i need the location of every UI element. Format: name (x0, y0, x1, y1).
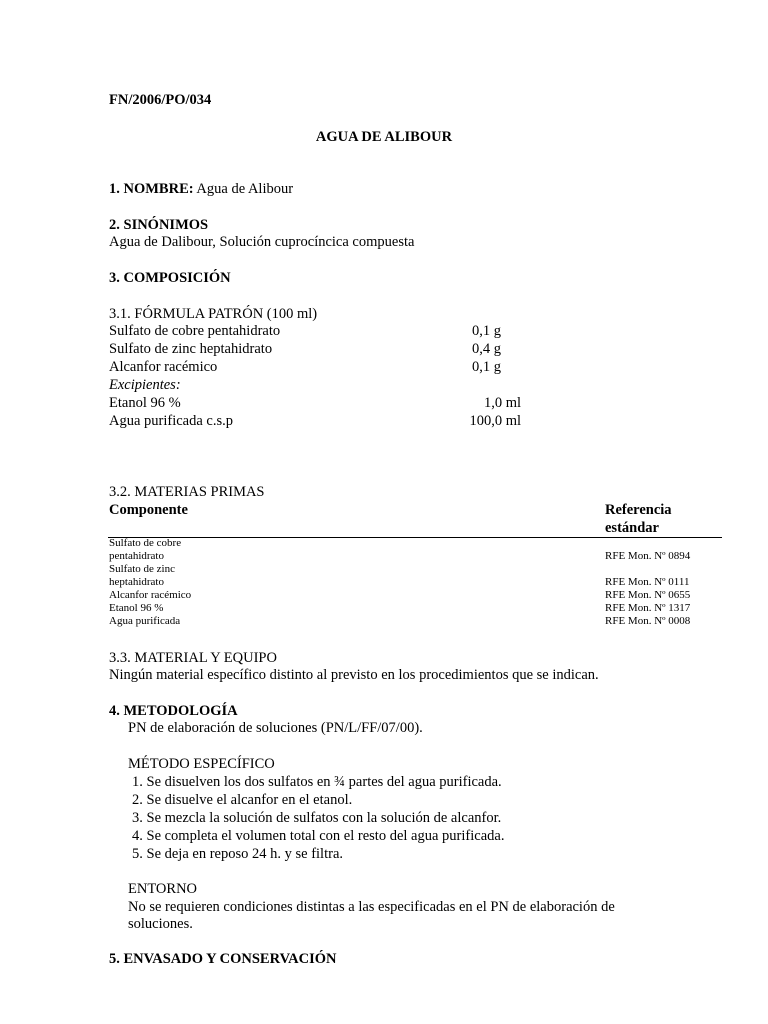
table-row (109, 563, 175, 589)
method-step: 1. Se disuelven los dos sulfatos en ¾ partes del agua purificada. (132, 774, 502, 790)
formula-row (109, 341, 529, 359)
table-cell-component: heptahidrato (109, 576, 164, 588)
environment-text: soluciones. (128, 916, 193, 932)
formula-ingredient: Sulfato de cobre pentahidrato (109, 323, 281, 339)
table-cell-component: Etanol 96 % (109, 602, 164, 614)
section-3-1-heading: 3.1. FÓRMULA PATRÓN (100 ml) (109, 306, 318, 322)
table-cell-reference: RFE Mon. Nº 0111 (605, 576, 690, 588)
document-code: FN/2006/PO/034 (109, 92, 212, 108)
section-3-3-heading: 3.3. MATERIAL Y EQUIPO (109, 650, 277, 666)
section-4-text: PN de elaboración de soluciones (PN/L/FF/07/00). (128, 720, 423, 736)
table-cell-reference: RFE Mon. Nº 0655 (605, 589, 691, 601)
formula-ingredient: Agua purificada c.s.p (109, 413, 234, 429)
formula-row (109, 395, 529, 413)
section-1-label: 1. NOMBRE: (109, 181, 194, 197)
method-step: 4. Se completa el volumen total con el resto del agua purificada. (132, 828, 505, 844)
table-header-standard: estándar (605, 520, 659, 536)
section-4-heading: 4. METODOLOGÍA (109, 703, 238, 719)
formula-amount: 1,0 ml (483, 395, 521, 411)
formula-ingredient: Alcanfor racémico (109, 359, 218, 375)
table-cell-reference: RFE Mon. Nº 0008 (605, 615, 691, 627)
section-3-heading: 3. COMPOSICIÓN (109, 270, 231, 286)
formula-row (109, 359, 529, 377)
excipients-label: Excipientes: (109, 377, 181, 393)
section-2-text: Agua de Dalibour, Solución cuprocíncica compuesta (109, 234, 415, 250)
table-cell-reference: RFE Mon. Nº 1317 (605, 602, 691, 614)
table-cell-component: Sulfato de zinc (109, 563, 175, 575)
formula-amount: 0,1 g (472, 359, 501, 375)
formula-ingredient: Etanol 96 % (109, 395, 181, 411)
document-title: AGUA DE ALIBOUR (315, 129, 453, 145)
table-row (109, 537, 181, 563)
method-step: 3. Se mezcla la solución de sulfatos con la solución de alcanfor. (132, 810, 502, 826)
environment-text: No se requieren condiciones distintas a las especificadas en el PN de elaboración de (128, 899, 615, 915)
table-header-component: Componente (109, 502, 188, 518)
formula-ingredient: Sulfato de zinc heptahidrato (109, 341, 273, 357)
formula-amount: 0,1 g (472, 323, 501, 339)
method-heading: MÉTODO ESPECÍFICO (128, 756, 275, 772)
section-5-heading: 5. ENVASADO Y CONSERVACIÓN (109, 951, 337, 967)
table-header-reference: Referencia (605, 502, 672, 518)
section-2-heading: 2. SINÓNIMOS (109, 217, 209, 233)
section-3-2-heading: 3.2. MATERIAS PRIMAS (109, 484, 265, 500)
formula-amount: 0,4 g (472, 341, 501, 357)
section-3-3-text: Ningún material específico distinto al previsto en los procedimientos que se indican. (109, 667, 599, 683)
environment-heading: ENTORNO (128, 881, 198, 897)
method-step: 5. Se deja en reposo 24 h. y se filtra. (132, 846, 344, 862)
table-cell-component: Agua purificada (109, 615, 181, 627)
table-cell-component: pentahidrato (109, 550, 164, 562)
table-cell-reference: RFE Mon. Nº 0894 (605, 550, 691, 562)
table-divider (108, 537, 722, 538)
section-1-value: Agua de Alibour (196, 181, 294, 197)
formula-amount: 100,0 ml (469, 413, 521, 429)
table-cell-component: Alcanfor racémico (109, 589, 192, 601)
section-1-name (109, 181, 293, 199)
method-step: 2. Se disuelve el alcanfor en el etanol. (132, 792, 353, 808)
formula-row (109, 413, 529, 431)
formula-row (109, 323, 529, 341)
table-cell-component: Sulfato de cobre (109, 537, 182, 549)
